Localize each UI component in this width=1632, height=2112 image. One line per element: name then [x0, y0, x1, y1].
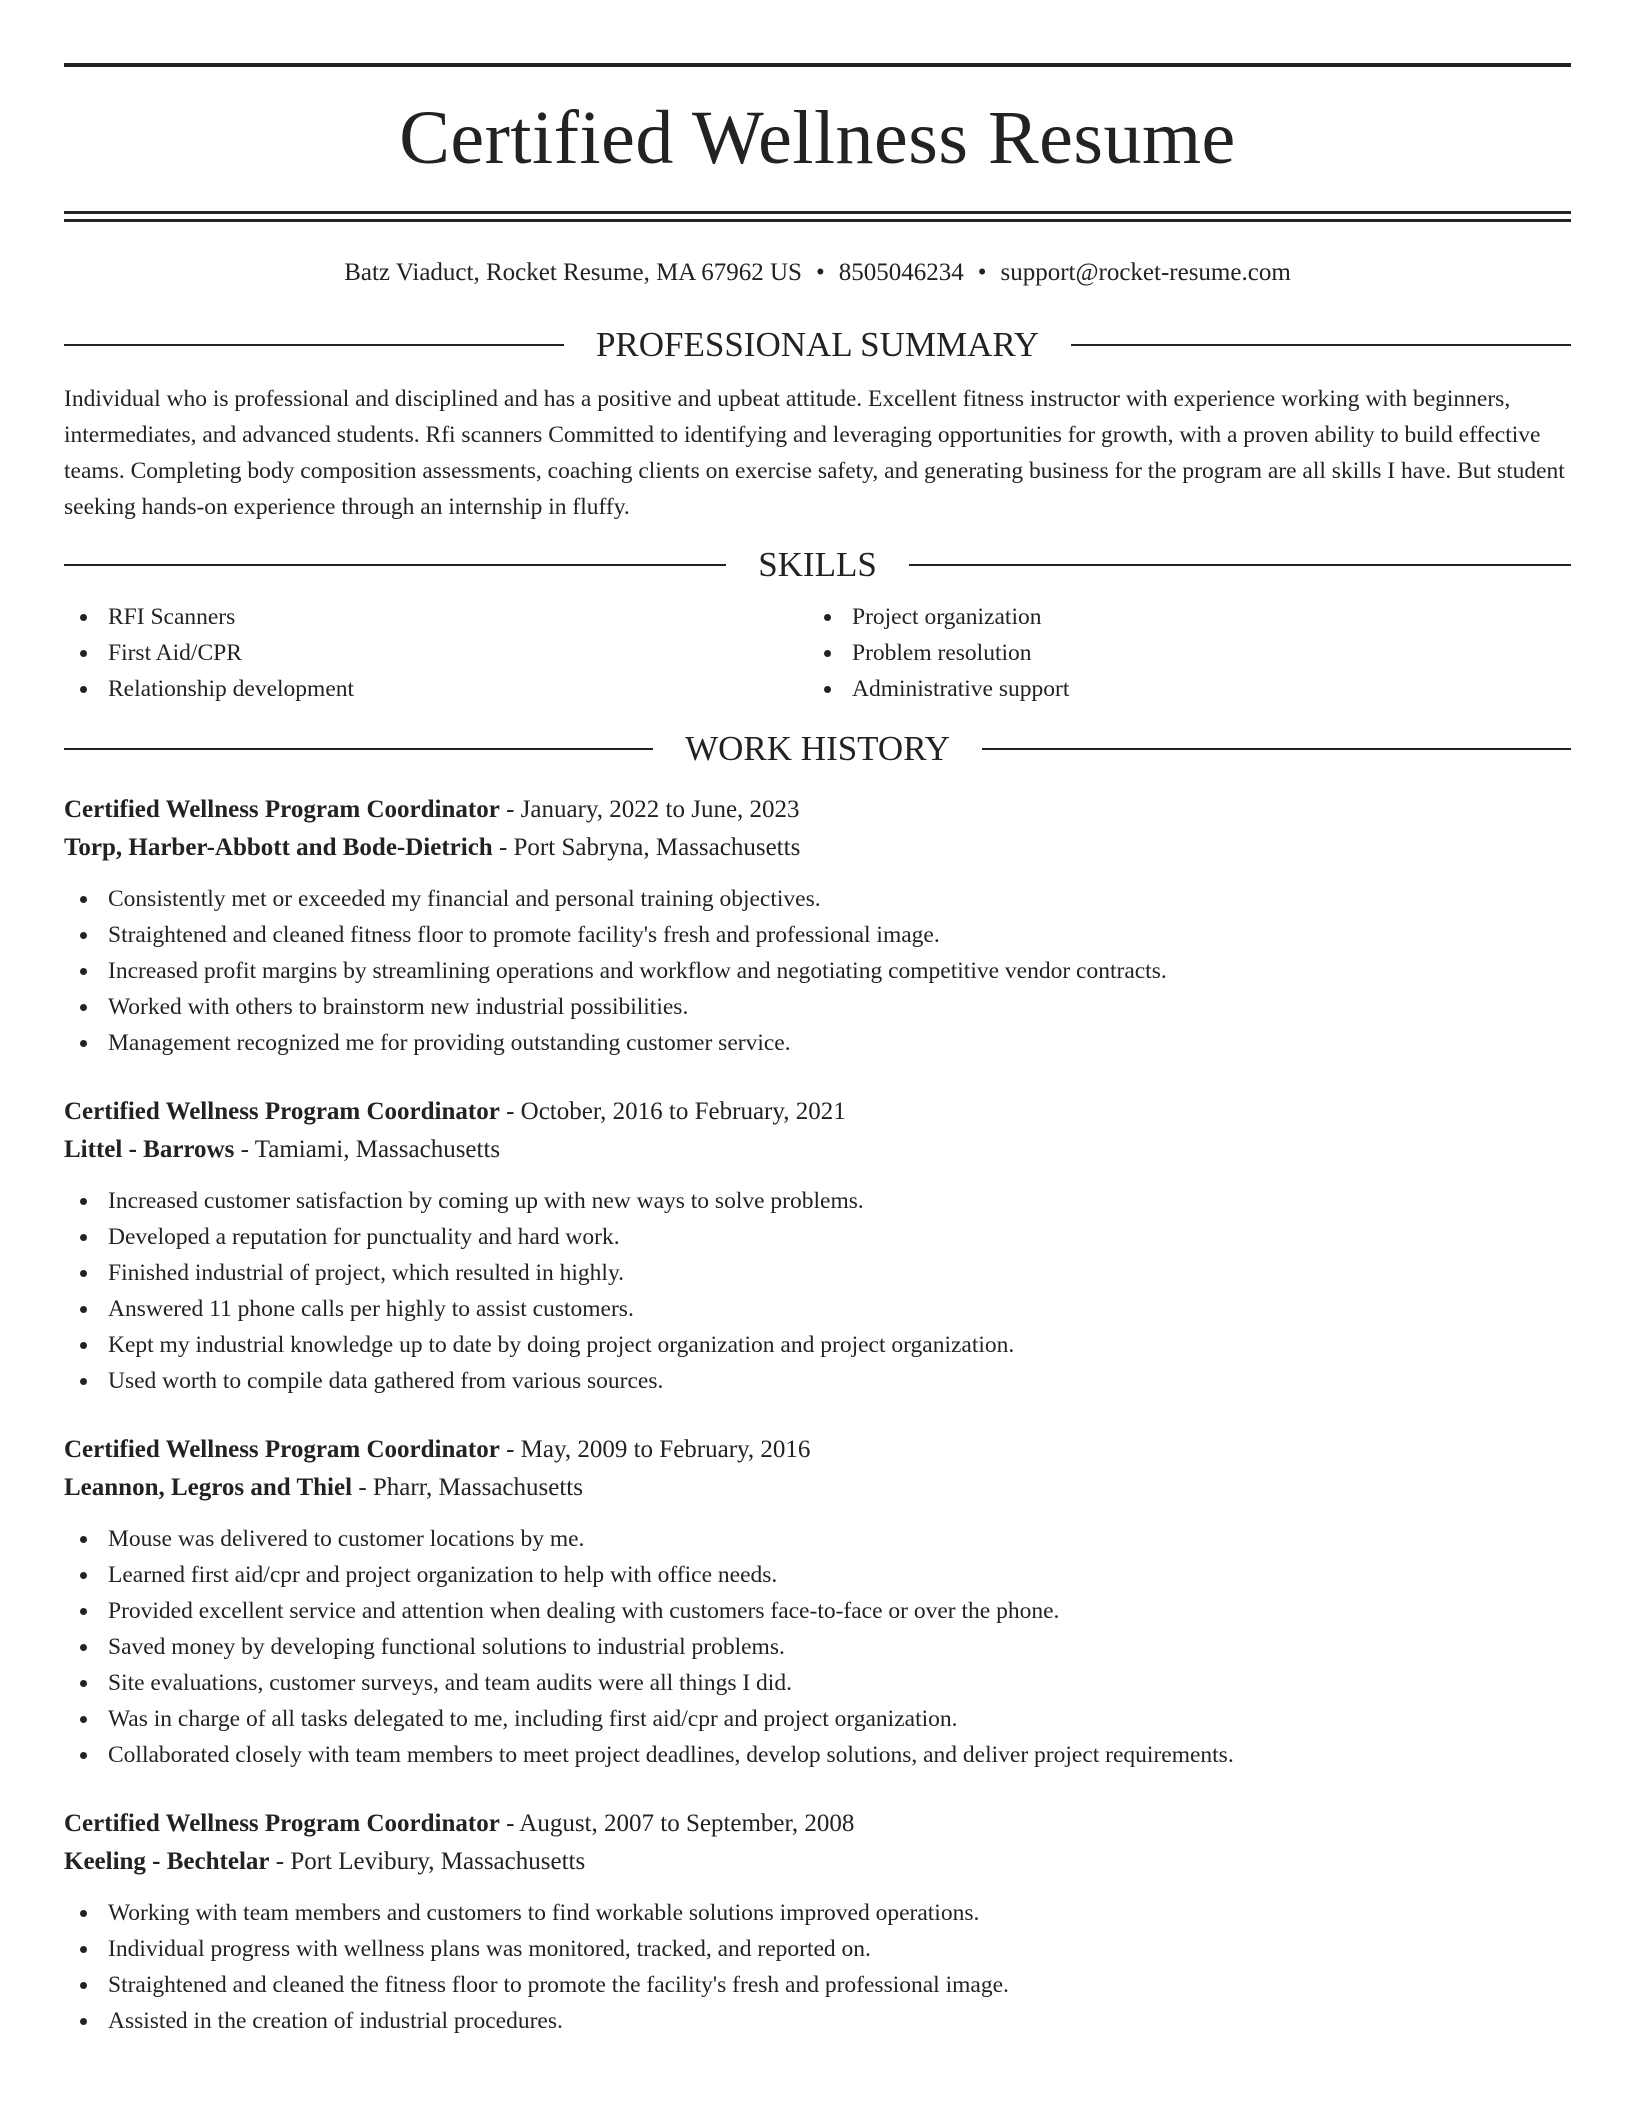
job-location: - Port Sabryna, Massachusetts [492, 834, 801, 861]
section-title: PROFESSIONAL SUMMARY [595, 325, 1040, 364]
job-entry [64, 791, 1571, 1061]
job-dates: - January, 2022 to June, 2023 [499, 796, 800, 823]
section-heading-work-history [64, 727, 1571, 771]
heading-rule [64, 748, 653, 750]
heading-rule [909, 564, 1571, 566]
job-title-line [64, 791, 1571, 829]
job-dates: - August, 2007 to September, 2008 [499, 1810, 855, 1837]
heading-rule [64, 564, 726, 566]
contact-phone: 8505046234 [838, 259, 964, 286]
heading-rule [1071, 344, 1571, 346]
job-bullet: Mouse was delivered to customer locations by me. [64, 1521, 1571, 1557]
top-rule [64, 63, 1571, 67]
job-bullet: Saved money by developing functional solutions to industrial problems. [64, 1629, 1571, 1665]
job-bullet: Management recognized me for providing outstanding customer service. [64, 1025, 1571, 1061]
job-bullet: Used worth to compile data gathered from various sources. [64, 1363, 1571, 1399]
heading-rule [64, 344, 564, 346]
job-company: Littel - Barrows [64, 1136, 235, 1163]
contact-address: Batz Viaduct, Rocket Resume, MA 67962 US [344, 259, 802, 286]
job-dates: - May, 2009 to February, 2016 [499, 1436, 811, 1463]
skill-item: Relationship development [64, 671, 808, 707]
section-heading-skills [64, 543, 1571, 587]
job-title: Certified Wellness Program Coordinator [64, 1810, 500, 1837]
job-title: Certified Wellness Program Coordinator [64, 1098, 500, 1125]
skill-item: Project organization [808, 599, 1552, 635]
job-entry [64, 1093, 1571, 1399]
job-bullet: Working with team members and customers to find workable solutions improved operations. [64, 1895, 1571, 1931]
job-location: - Pharr, Massachusetts [352, 1474, 583, 1501]
section-title: WORK HISTORY [685, 729, 950, 768]
summary-text: Individual who is professional and disciplined and has a positive and upbeat attitude. Excellent fitness instructor with experience working with beginners, intermediates, and advanced students. Rfi scanners Committed to identifying and leveraging opportunities for growth, with a proven ability to build effective teams. Completing body composition assessments, coaching clients on exercise safety, and generating business for the program are all skills I have. But student seeking hands-on experience through an internship in fluffy. [64, 386, 1565, 520]
job-bullets [64, 881, 1571, 1061]
job-company-line [64, 1469, 1571, 1507]
job-bullets [64, 1183, 1571, 1399]
job-bullet: Increased profit margins by streamlining operations and workflow and negotiating competitive vendor contracts. [64, 953, 1571, 989]
skills-column-left [64, 599, 808, 707]
skill-item: Administrative support [808, 671, 1552, 707]
job-bullet: Assisted in the creation of industrial procedures. [64, 2003, 1571, 2039]
section-heading-summary [64, 323, 1571, 367]
job-company: Torp, Harber-Abbott and Bode-Dietrich [64, 834, 493, 861]
job-bullets [64, 1521, 1571, 1773]
job-bullet: Worked with others to brainstorm new industrial possibilities. [64, 989, 1571, 1025]
job-bullet: Consistently met or exceeded my financial and personal training objectives. [64, 881, 1571, 917]
job-bullet: Learned first aid/cpr and project organization to help with office needs. [64, 1557, 1571, 1593]
job-title-line [64, 1431, 1571, 1469]
job-company: Keeling - Bechtelar [64, 1848, 270, 1875]
job-bullet: Finished industrial of project, which resulted in highly. [64, 1255, 1571, 1291]
skill-item: RFI Scanners [64, 599, 808, 635]
resume-title: Certified Wellness Resume [399, 96, 1236, 180]
job-title: Certified Wellness Program Coordinator [64, 1436, 500, 1463]
job-bullet: Was in charge of all tasks delegated to me, including first aid/cpr and project organization. [64, 1701, 1571, 1737]
job-company-line [64, 1843, 1571, 1881]
job-title-line [64, 1093, 1571, 1131]
job-bullet: Individual progress with wellness plans was monitored, tracked, and reported on. [64, 1931, 1571, 1967]
work-history-list [64, 791, 1571, 2039]
title-double-rule [64, 211, 1571, 222]
job-bullet: Provided excellent service and attention when dealing with customers face-to-face or over the phone. [64, 1593, 1571, 1629]
job-bullet: Increased customer satisfaction by coming up with new ways to solve problems. [64, 1183, 1571, 1219]
heading-rule [982, 748, 1571, 750]
job-bullet: Site evaluations, customer surveys, and team audits were all things I did. [64, 1665, 1571, 1701]
job-bullet: Kept my industrial knowledge up to date by doing project organization and project organization. [64, 1327, 1571, 1363]
contact-separator: • [977, 259, 987, 286]
skills-list [64, 599, 1571, 707]
skill-item: First Aid/CPR [64, 635, 808, 671]
job-bullets [64, 1895, 1571, 2039]
job-company-line [64, 829, 1571, 867]
job-bullet: Straightened and cleaned fitness floor to promote facility's fresh and professional image. [64, 917, 1571, 953]
job-dates: - October, 2016 to February, 2021 [499, 1098, 846, 1125]
section-title: SKILLS [758, 545, 877, 584]
contact-line [64, 257, 1571, 289]
job-bullet: Developed a reputation for punctuality and hard work. [64, 1219, 1571, 1255]
skills-column-right [808, 599, 1552, 707]
contact-email: support@rocket-resume.com [1000, 259, 1291, 286]
job-location: - Tamiami, Massachusetts [234, 1136, 501, 1163]
job-company: Leannon, Legros and Thiel [64, 1474, 353, 1501]
job-location: - Port Levibury, Massachusetts [269, 1848, 586, 1875]
skill-item: Problem resolution [808, 635, 1552, 671]
job-bullet: Straightened and cleaned the fitness floor to promote the facility's fresh and professional image. [64, 1967, 1571, 2003]
job-entry [64, 1431, 1571, 1773]
contact-separator: • [815, 259, 825, 286]
job-title-line [64, 1805, 1571, 1843]
job-company-line [64, 1131, 1571, 1169]
job-title: Certified Wellness Program Coordinator [64, 796, 500, 823]
resume-page [64, 0, 1571, 2071]
job-bullet: Answered 11 phone calls per highly to assist customers. [64, 1291, 1571, 1327]
job-entry [64, 1805, 1571, 2039]
job-bullet: Collaborated closely with team members to meet project deadlines, develop solutions, and deliver project requirements. [64, 1737, 1571, 1773]
